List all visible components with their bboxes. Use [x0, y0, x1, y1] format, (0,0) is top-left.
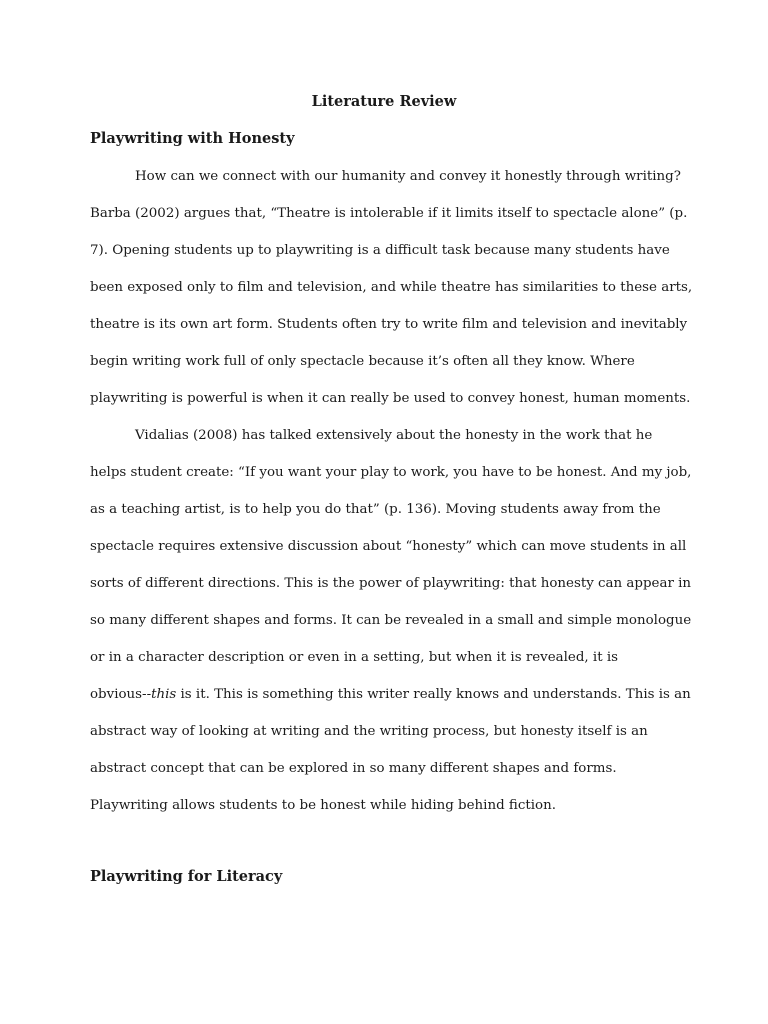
section-heading-honesty: Playwriting with Honesty — [90, 130, 295, 147]
paragraph-line: as a teaching artist, is to help you do that” (p. 136). Moving students away from the — [90, 502, 661, 517]
paragraph-line: sorts of different directions. This is the power of playwriting: that honesty can appear in — [90, 576, 692, 591]
paragraph-line: theatre is its own art form. Students often try to write film and television and inevitably — [90, 317, 688, 332]
section-heading-literacy: Playwriting for Literacy — [90, 868, 283, 885]
paragraph-line: abstract way of looking at writing and the writing process, but honesty itself is an — [90, 724, 648, 739]
paragraph-line-italic — [90, 676, 691, 713]
paragraph-1 — [90, 158, 693, 417]
paragraph-line: begin writing work full of only spectacle because it’s often all they know. Where — [90, 354, 635, 369]
italic-line-after: is it. This is something this writer really knows and understands. This is an — [176, 687, 691, 702]
paragraph-line: or in a character description or even in a setting, but when it is revealed, it is — [90, 650, 618, 665]
paragraph-line: How can we connect with our humanity and convey it honestly through writing? — [135, 169, 681, 184]
paragraph-line: so many different shapes and forms. It can be revealed in a small and simple monologue — [90, 613, 692, 628]
paragraph-line: Barba (2002) argues that, “Theatre is intolerable if it limits itself to spectacle alone” (p. — [90, 206, 688, 221]
paragraph-line: 7). Opening students up to playwriting is a difficult task because many students have — [90, 243, 670, 258]
paragraph-line: abstract concept that can be explored in so many different shapes and forms. — [90, 761, 617, 776]
paragraph-line: helps student create: “If you want your play to work, you have to be honest. And my job, — [90, 465, 692, 480]
italic-emphasis: this — [151, 687, 177, 702]
paragraph-line: spectacle requires extensive discussion about “honesty” which can move students in all — [90, 539, 687, 554]
paragraph-line: Playwriting allows students to be honest while hiding behind fiction. — [90, 798, 556, 813]
paragraph-line: Vidalias (2008) has talked extensively about the honesty in the work that he — [135, 428, 653, 443]
paragraph-line: playwriting is powerful is when it can really be used to convey honest, human moments. — [90, 391, 691, 406]
paragraph-2 — [90, 417, 692, 824]
italic-line-before: obvious-- — [90, 687, 152, 702]
document-title: Literature Review — [311, 93, 457, 110]
paragraph-line: been exposed only to film and television, and while theatre has similarities to these arts, — [90, 280, 693, 295]
